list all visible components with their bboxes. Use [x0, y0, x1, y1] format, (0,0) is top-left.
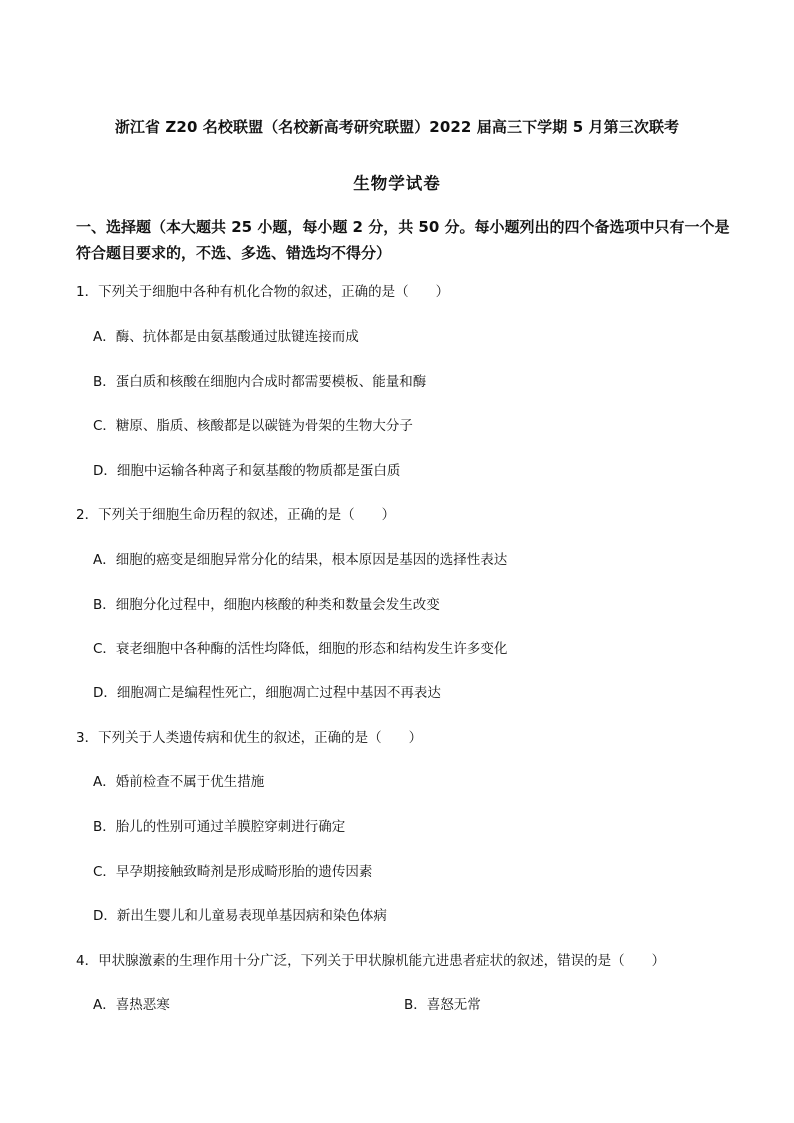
option-a: A．喜热恶寒: [93, 997, 170, 1013]
question-stem: 4．甲状腺激素的生理作用十分广泛，下列关于甲状腺机能亢进患者症状的叙述，错误的是（ ）: [76, 953, 666, 969]
option-c: C．糖原、脂质、核酸都是以碳链为骨架的生物大分子: [93, 418, 413, 434]
option-b: B．胎儿的性别可通过羊膜腔穿刺进行确定: [93, 819, 346, 835]
option-d: D．细胞中运输各种离子和氨基酸的物质都是蛋白质: [93, 463, 401, 479]
question-stem: 2．下列关于细胞生命历程的叙述，正确的是（ ）: [76, 507, 396, 523]
exam-title: 浙江省 Z20 名校联盟（名校新高考研究联盟）2022 届高三下学期 5 月第三次联考: [114, 118, 680, 136]
option-c: C．衰老细胞中各种酶的活性均降低，细胞的形态和结构发生许多变化: [93, 641, 508, 657]
question-stem: 1．下列关于细胞中各种有机化合物的叙述，正确的是（ ）: [76, 284, 450, 300]
option-b: B．蛋白质和核酸在细胞内合成时都需要模板、能量和酶: [93, 374, 427, 390]
option-c: C．早孕期接触致畸剂是形成畸形胎的遗传因素: [93, 864, 373, 880]
option-b: B．喜怒无常: [404, 997, 481, 1013]
option-b: B．细胞分化过程中，细胞内核酸的种类和数量会发生改变: [93, 597, 440, 613]
option-d: D．细胞凋亡是编程性死亡，细胞凋亡过程中基因不再表达: [93, 685, 441, 701]
option-a: A．细胞的癌变是细胞异常分化的结果，根本原因是基因的选择性表达: [93, 552, 508, 568]
question-stem: 3．下列关于人类遗传病和优生的叙述，正确的是（ ）: [76, 730, 423, 746]
option-a: A．酶、抗体都是由氨基酸通过肽键连接而成: [93, 329, 359, 345]
exam-subtitle: 生物学试卷: [353, 174, 441, 193]
option-d: D．新出生婴儿和儿童易表现单基因病和染色体病: [93, 908, 387, 924]
section-heading: 一、选择题（本大题共 25 小题，每小题 2 分，共 50 分。每小题列出的四个备选项中只有一个是符合题目要求的，不选、多选、错选均不得分）: [76, 218, 730, 262]
option-a: A．婚前检查不属于优生措施: [93, 774, 265, 790]
